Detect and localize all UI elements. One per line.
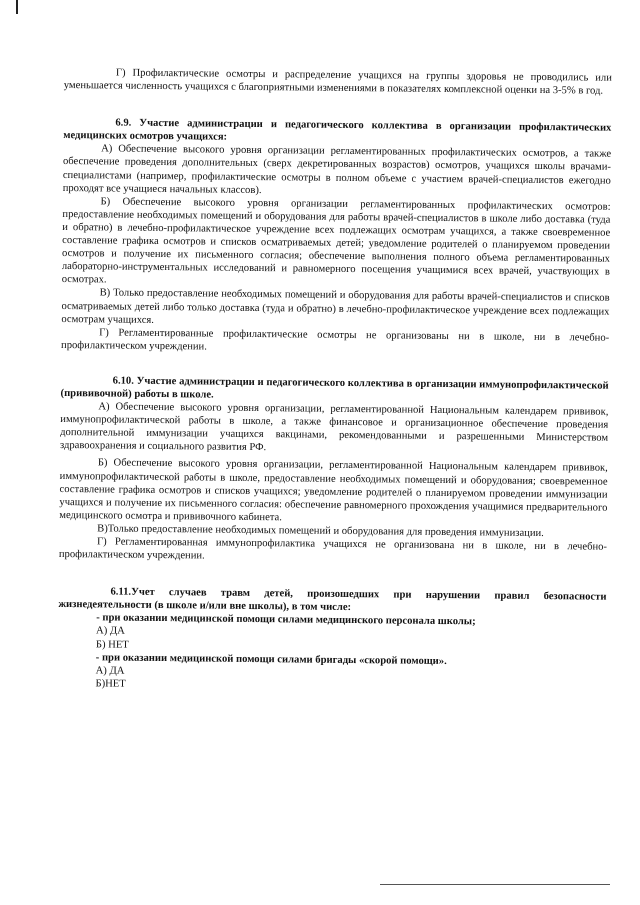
scan-bottom-line [380,884,610,885]
document-page [57,66,612,696]
section-6-10-option-a: А) Обеспечение высокого уровня организации, регламентированной Национальным календарем прививок, иммунопрофилактической работы в школе, а также финансовое и организационное обеспечение проведения дополнительной иммунизации учащихся вакцинами, рекомендованными и разрешенными Министерством здравоохранения и социального развития РФ. [59,401,609,454]
section-6-10-option-g: Г) Регламентированная иммунопрофилактика учащихся не организована ни в школе, ни в лечебно-профилактическом учреждении. [58,536,608,562]
section-6-9-option-b: Б) Обеспечение высокого уровня организации регламентированных профилактических осмотров: предоставление необходимых помещений и оборудования для работы врачей-специалистов в школе либо доставка (туда и обратно) в лечебно-профилактическое учреждение всех подлежащих осмотрам учащихся, а также своевременное составление графика осмотров и списков осматриваемых детей; уведомление родителей о планируемом проведении осмотров и получение их письменного согласия; обеспечение выполнения полного объема регламентированных лабораторно-инструментальных исследований и равномерного посещения учащимися всех врачей, участвующих в осмотрах. [61,196,611,286]
section-6-10-option-b: Б) Обеспечение высокого уровня организации, регламентированной Национальным календарем прививок, иммунопрофилактической работы в школе, предоставление необходимых помещений и оборудования; своевременное составление графика осмотров и списков учащихся; уведомление родителей о планируемом проведении иммунизации учащихся и получение их письменного согласия: обеспечение равномерного прохождения учащимися предварительного медицинского осмотра и прививочного кабинета. [59,457,608,524]
section-6-11-q2-answer-yes: А) ДА [95,665,125,677]
section-6-9-option-v: В) Только предоставление необходимых помещений и оборудования для работы врачей-специалистов и списков осматриваемых детей либо только доставка (туда и обратно) в лечебно-профилактическое учреждение всех подлежащих осмотрам учащихся. [61,287,610,326]
section-6-11-q2-answer-no: Б)НЕТ [95,678,126,690]
section-6-11-question-1: - при оказании медицинской помощи силами медицинского персонала школы; [96,612,476,628]
intro-item-g: Г) Профилактические осмотры и распределение учащихся на группы здоровья не проводились или уменьшается численность учащихся с благоприятными изменениями в показателях комплексной оценки на 3-5% в год. [63,67,612,97]
section-6-9-heading: 6.9. Участие администрации и педагогического коллектива в организации профилактических медицинских осмотров учащихся: [63,117,612,143]
section-6-10-option-v: В)Только предоставление необходимых помещений и оборудования для проведения иммунизации. [97,523,544,539]
section-6-11-q1-answer-no: Б) НЕТ [95,638,129,651]
section-6-9-option-a: А) Обеспечение высокого уровня организации регламентированных профилактических осмотров, а также обеспечение проведения дополнительных (сверх декретированных возрастов) осмотров, учащихся школы врачами-специалистами (например, профилактические осмотры в полном объеме с участием врачей-специалистов ежегодно проходят все учащиеся начальных классов). [62,143,612,196]
section-6-11-q1-answer-yes: А) ДА [96,625,125,638]
section-6-10-heading: 6.10. Участие администрации и педагогического коллектива в организации иммунопрофилактической (прививочной) работы в школе. [60,375,609,401]
section-6-9-option-g: Г) Регламентированные профилактические осмотры не организованы ни в школе, ни в лечебно-профилактическом учреждении. [61,327,610,353]
section-6-11-heading: 6.11.Учет случаев травм детей, произошедших при нарушении правил безопасности жизнедеятельности (в школе и/или вне школы), в том числе: [58,586,607,614]
section-6-11-question-2: - при оказании медицинской помощи силами бригады «скорой помощи». [95,652,447,667]
scan-margin-mark [16,0,18,14]
